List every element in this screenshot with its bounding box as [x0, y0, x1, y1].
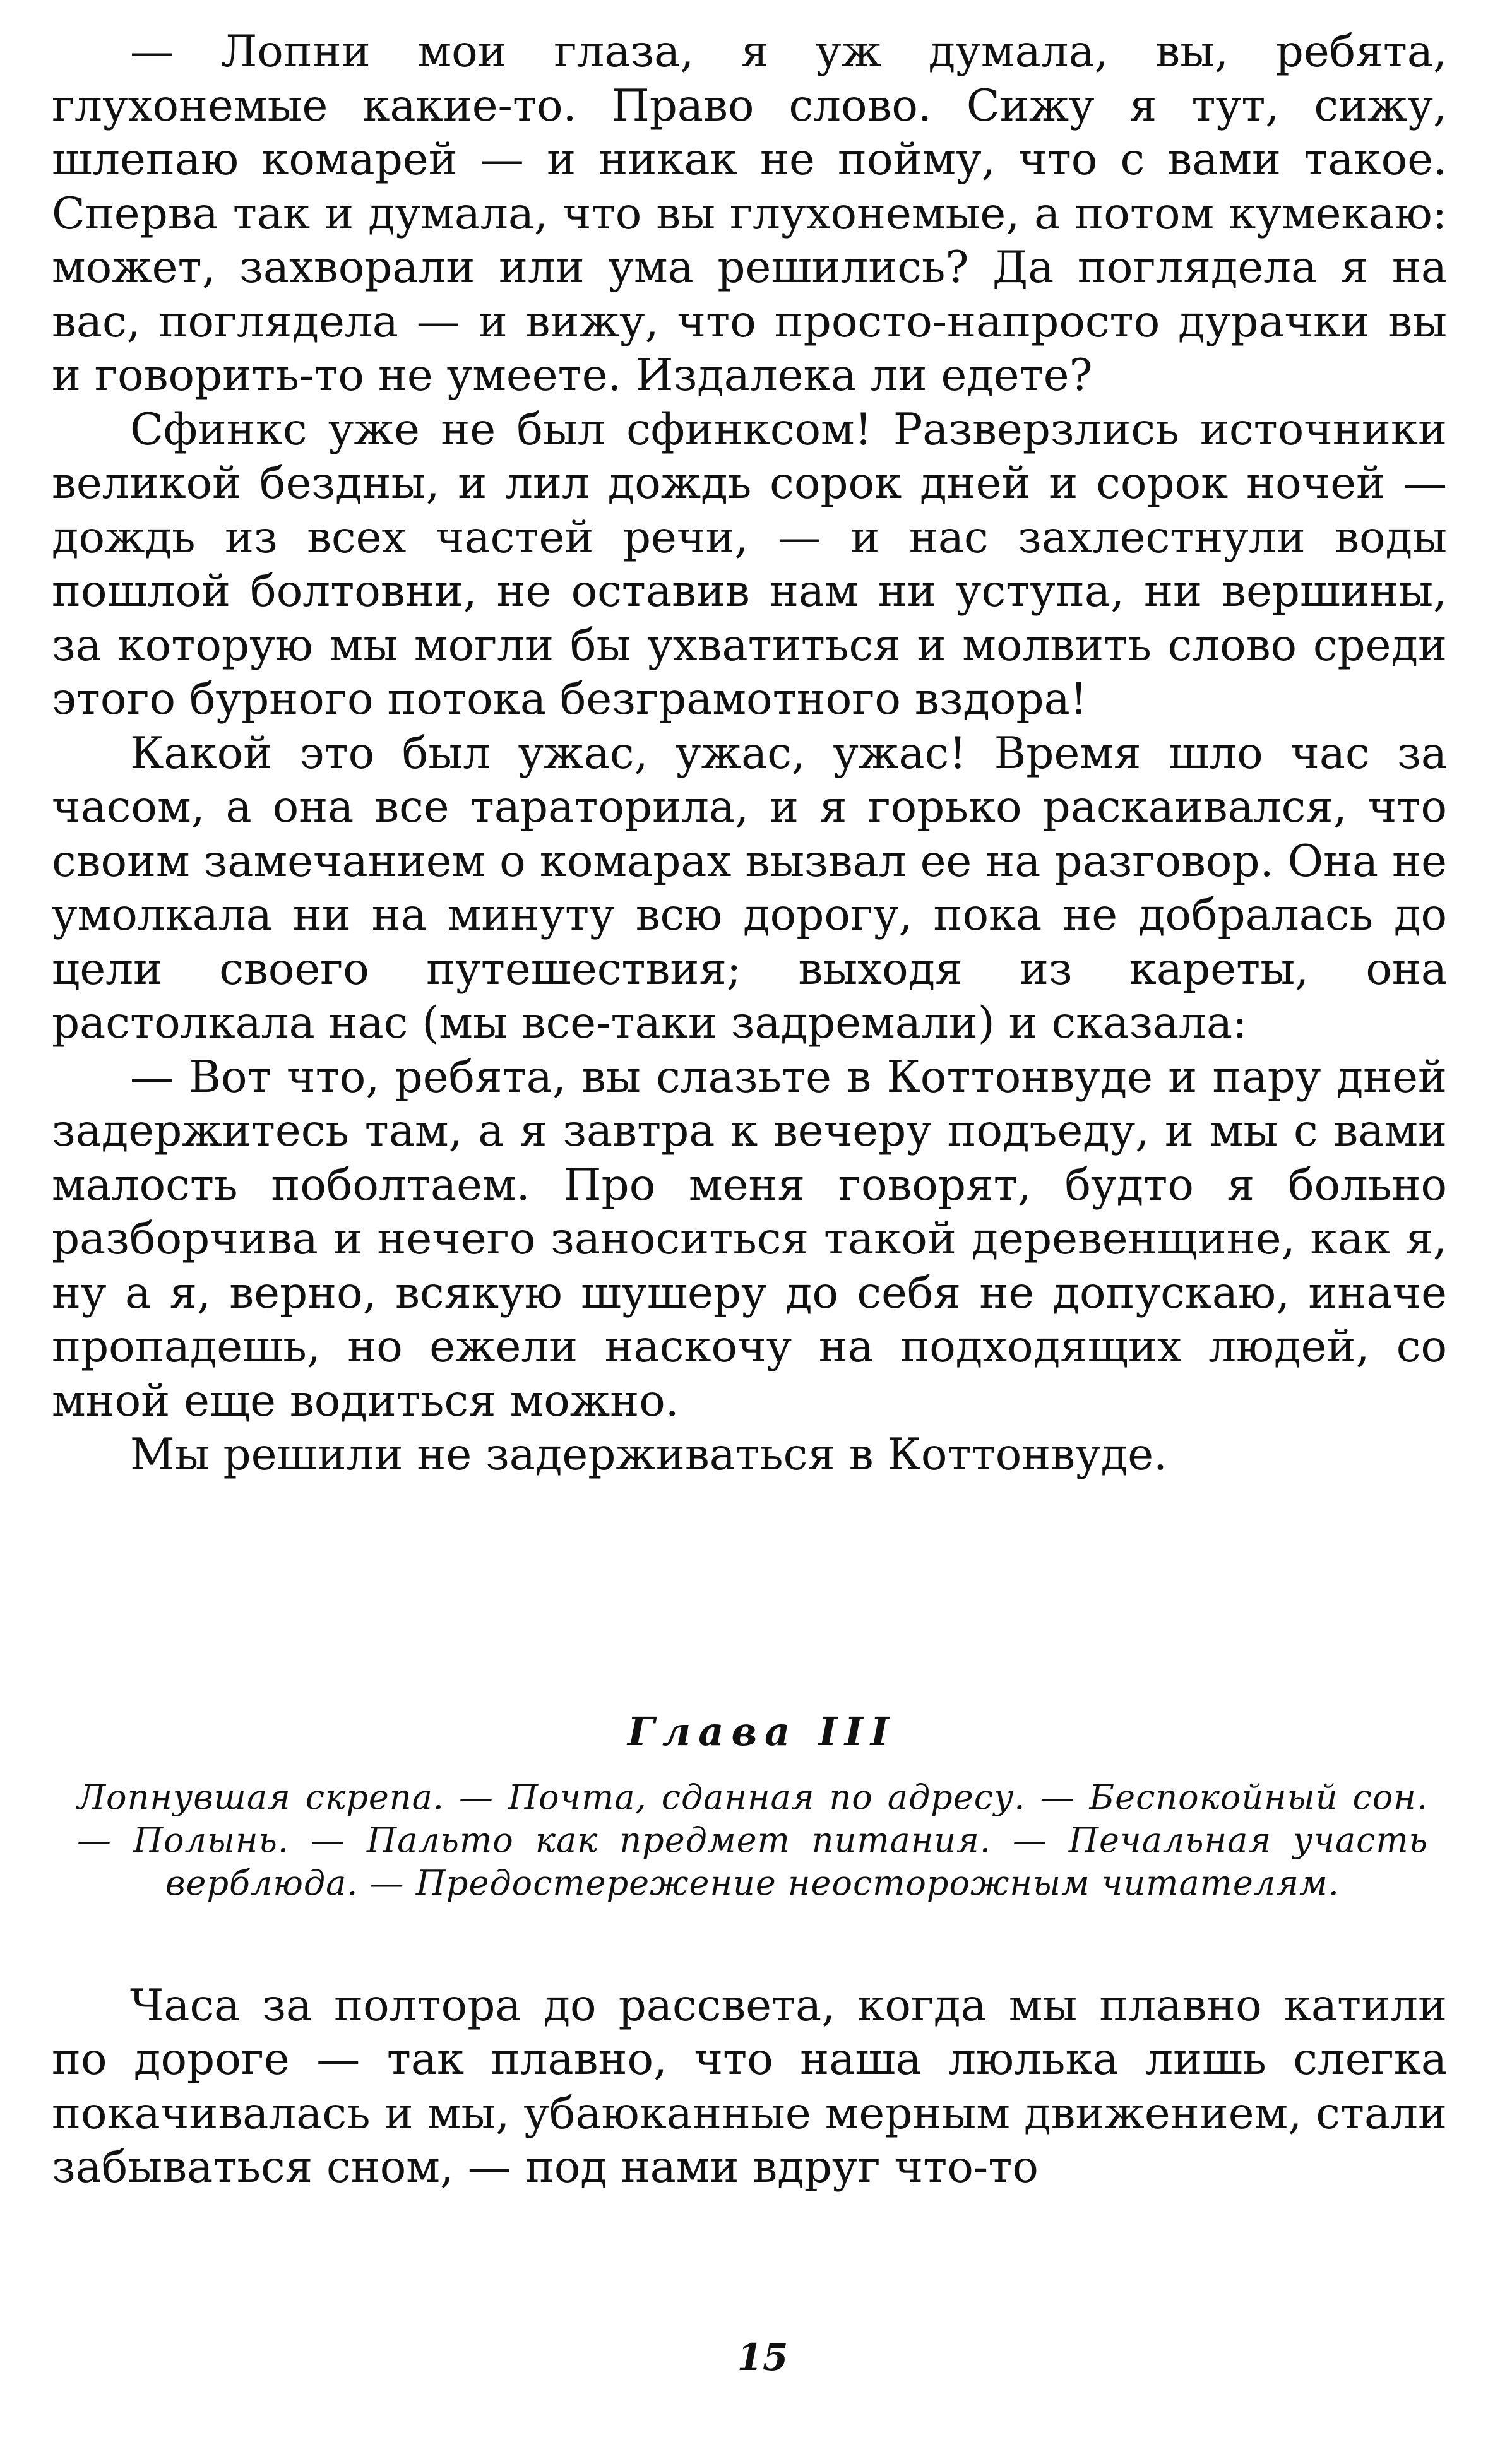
paragraph-dawn: Часа за полтора до рассвета, когда мы плавно катили по дороге — так плавно, что наша люлька лишь слегка покачивалась и мы, убаюканные мерным движением, стали забываться сном, — под нами вдруг что-то [52, 1980, 1447, 2193]
paragraph-horror: Какой это был ужас, ужас, ужас! Время шло час за часом, а она все тараторила, и я горько раскаивался, что своим замечанием о комарах вызвал ее на разговор. Она не умолкала ни на минуту всю дорогу, пока не добралась до цели своего путешествия; выходя из кареты, она растолкала нас (мы все-таки задремали) и сказала: [52, 728, 1447, 1048]
chapter-spacer [52, 1483, 1447, 1707]
paragraph-sphinx: Сфинкс уже не был сфинксом! Разверзлись источники великой бездны, и лил дождь сорок дней и сорок ночей — дождь из всех частей речи, — и нас захлестнули воды пошлой болтовни, не оставив нам ни уступа, ни вершины, за которую мы могли бы ухватиться и молвить слово среди этого бурного потока безграмотного вздора! [52, 404, 1447, 725]
paragraph-dialogue-cottonwood: — Вот что, ребята, вы слазьте в Коттонвуде и пару дней задержитесь там, а я завтра к вечеру подъеду, и мы с вами малость поболтаем. Про меня говорят, будто я больно разборчива и нечего заноситься такой деревенщине, как я, ну а я, верно, всякую шушеру до себя не допускаю, иначе пропадешь, но ежели наскочу на подходящих людей, со мной еще водиться можно. [52, 1051, 1447, 1426]
chapter-synopsis: Лопнувшая скрепа. — Почта, сданная по адресу. — Беспокойный сон. — Полынь. — Пальто как предмет питания. — Печальная участь верблюда. — Предостережение неосторожным читателям. [77, 1777, 1428, 1903]
page-number: 15 [737, 2336, 789, 2379]
book-page [52, 25, 1447, 2195]
paragraph-dialogue-opening: — Лопни мои глаза, я уж думала, вы, ребята, глухонемые какие-то. Право слово. Сижу я тут, сижу, шлепаю комарей — и никак не пойму, что с вами такое. Сперва так и думала, что вы глухонемые, а потом кумекаю: может, захворали или ума решились? Да поглядела я на вас, поглядела — и вижу, что просто-напросто дурачки вы и говорить-то не умеете. Издалека ли едете? [52, 27, 1447, 401]
paragraph-decision: Мы решили не задерживаться в Коттонвуде. [130, 1430, 1167, 1480]
chapter-title: Глава III [628, 1708, 896, 1755]
body-spacer [52, 1905, 1447, 1979]
